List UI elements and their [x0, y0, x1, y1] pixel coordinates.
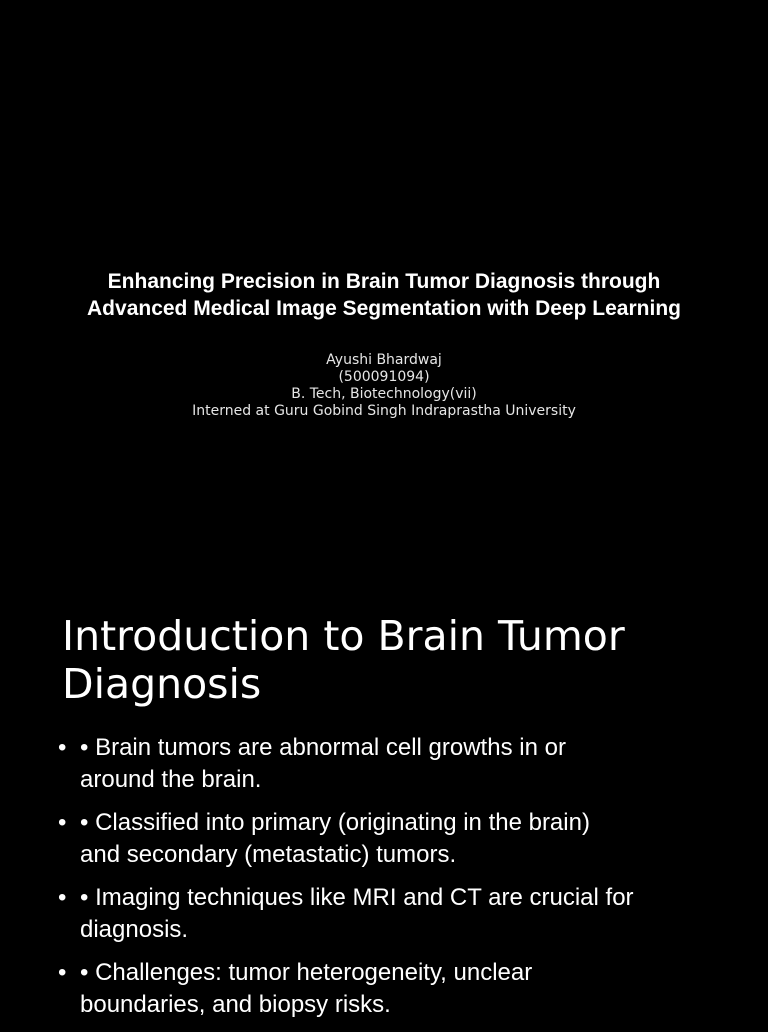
author-affiliation: Interned at Guru Gobind Singh Indraprastha University: [192, 403, 576, 419]
list-item: [58, 807, 728, 871]
author-id: (500091094): [338, 369, 430, 385]
bullet-icon: •: [58, 959, 67, 986]
bullet-text-line: • Imaging techniques like MRI and CT are crucial for: [80, 884, 634, 911]
presentation-title: [0, 268, 768, 322]
bullet-text-line: boundaries, and biopsy risks.: [80, 991, 391, 1018]
bullet-icon: •: [58, 734, 67, 761]
intro-heading: [62, 612, 742, 708]
author-info: [0, 352, 768, 420]
bullet-text-line: and secondary (metastatic) tumors.: [80, 841, 457, 868]
heading-line: Diagnosis: [62, 660, 262, 708]
bullet-text-line: around the brain.: [80, 766, 262, 793]
bullet-text-line: • Brain tumors are abnormal cell growths in or: [80, 734, 566, 761]
intro-bullet-list: [58, 732, 728, 1032]
bullet-icon: •: [58, 884, 67, 911]
list-item: [58, 732, 728, 796]
bullet-text-line: • Challenges: tumor heterogeneity, unclear: [80, 959, 533, 986]
heading-line: Introduction to Brain Tumor: [62, 612, 625, 660]
title-block: [0, 268, 768, 322]
author-name: Ayushi Bhardwaj: [326, 352, 442, 368]
author-program: B. Tech, Biotechnology(vii): [291, 386, 477, 402]
title-line: Enhancing Precision in Brain Tumor Diagnosis through: [107, 270, 661, 293]
bullet-text-line: • Classified into primary (originating in the brain): [80, 809, 590, 836]
bullet-icon: •: [58, 809, 67, 836]
title-line: Advanced Medical Image Segmentation with Deep Learning: [87, 297, 681, 320]
list-item: [58, 882, 728, 946]
bullet-text-line: diagnosis.: [80, 916, 189, 943]
list-item: [58, 957, 728, 1021]
